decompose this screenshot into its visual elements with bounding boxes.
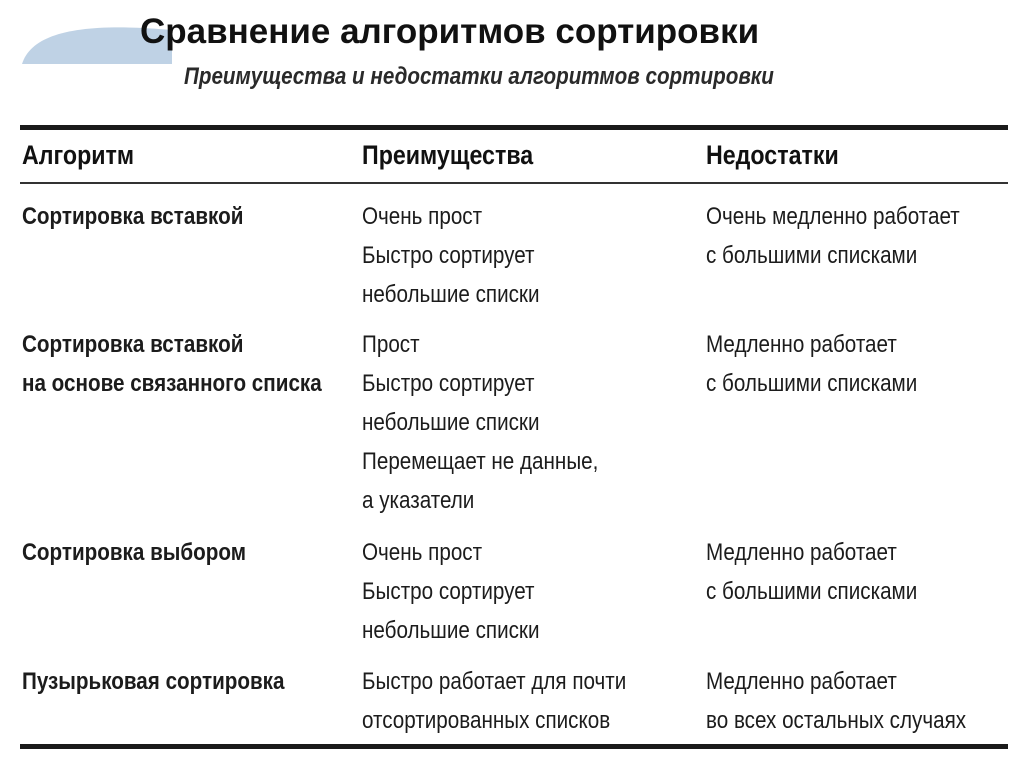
cell-line: на основе связанного списка [22,370,322,397]
table-row-3-algorithm [22,533,246,572]
cell-line: с большими списками [706,578,918,605]
table-row-2-disadvantages [706,325,917,403]
cell-line: Очень медленно работает [706,203,960,230]
cell-line: Медленно работает [706,668,897,695]
cell-line: Очень прост [362,539,483,566]
cell-line: Быстро сортирует [362,578,535,605]
table-row-2-advantages [362,325,598,520]
cell-line: небольшие списки [362,281,540,308]
cell-line: Медленно работает [706,539,897,566]
cell-line: Пузырьковая сортировка [22,668,285,695]
cell-line: с большими списками [706,242,918,269]
table-bottom-rule [20,744,1008,749]
column-header-advantages: Преимущества [362,140,534,170]
cell-line: небольшие списки [362,617,540,644]
table-row-4-algorithm [22,662,285,701]
table-row-3-disadvantages [706,533,917,611]
cell-line: Сортировка вставкой [22,203,244,230]
cell-line: небольшие списки [362,409,540,436]
cell-line: Сортировка вставкой [22,331,244,358]
cell-line: Перемещает не данные, [362,448,599,475]
column-header-disadvantages: Недостатки [706,140,839,170]
cell-line: Быстро сортирует [362,370,535,397]
cell-line: Очень прост [362,203,483,230]
table-row-4-advantages [362,662,626,740]
table-header-rule [20,182,1008,184]
cell-line: Медленно работает [706,331,897,358]
table-row-1-disadvantages [706,197,960,275]
cell-line: Быстро сортирует [362,242,535,269]
column-header-algorithm: Алгоритм [22,140,135,170]
cell-line: во всех остальных случаях [706,707,967,734]
table-top-rule [20,125,1008,130]
slide-title: Сравнение алгоритмов сортировки [140,12,760,51]
table-caption: Преимущества и недостатки алгоритмов сортировки [184,63,774,90]
cell-line: а указатели [362,487,475,514]
cell-line: Быстро работает для почти [362,668,627,695]
cell-line: с большими списками [706,370,918,397]
cell-line: Прост [362,331,420,358]
cell-line: отсортированных списков [362,707,611,734]
table-row-1-algorithm [22,197,243,236]
cell-line: Сортировка выбором [22,539,246,566]
table-row-4-disadvantages [706,662,966,740]
table-row-3-advantages [362,533,539,650]
table-row-2-algorithm [22,325,322,403]
table-row-1-advantages [362,197,539,314]
